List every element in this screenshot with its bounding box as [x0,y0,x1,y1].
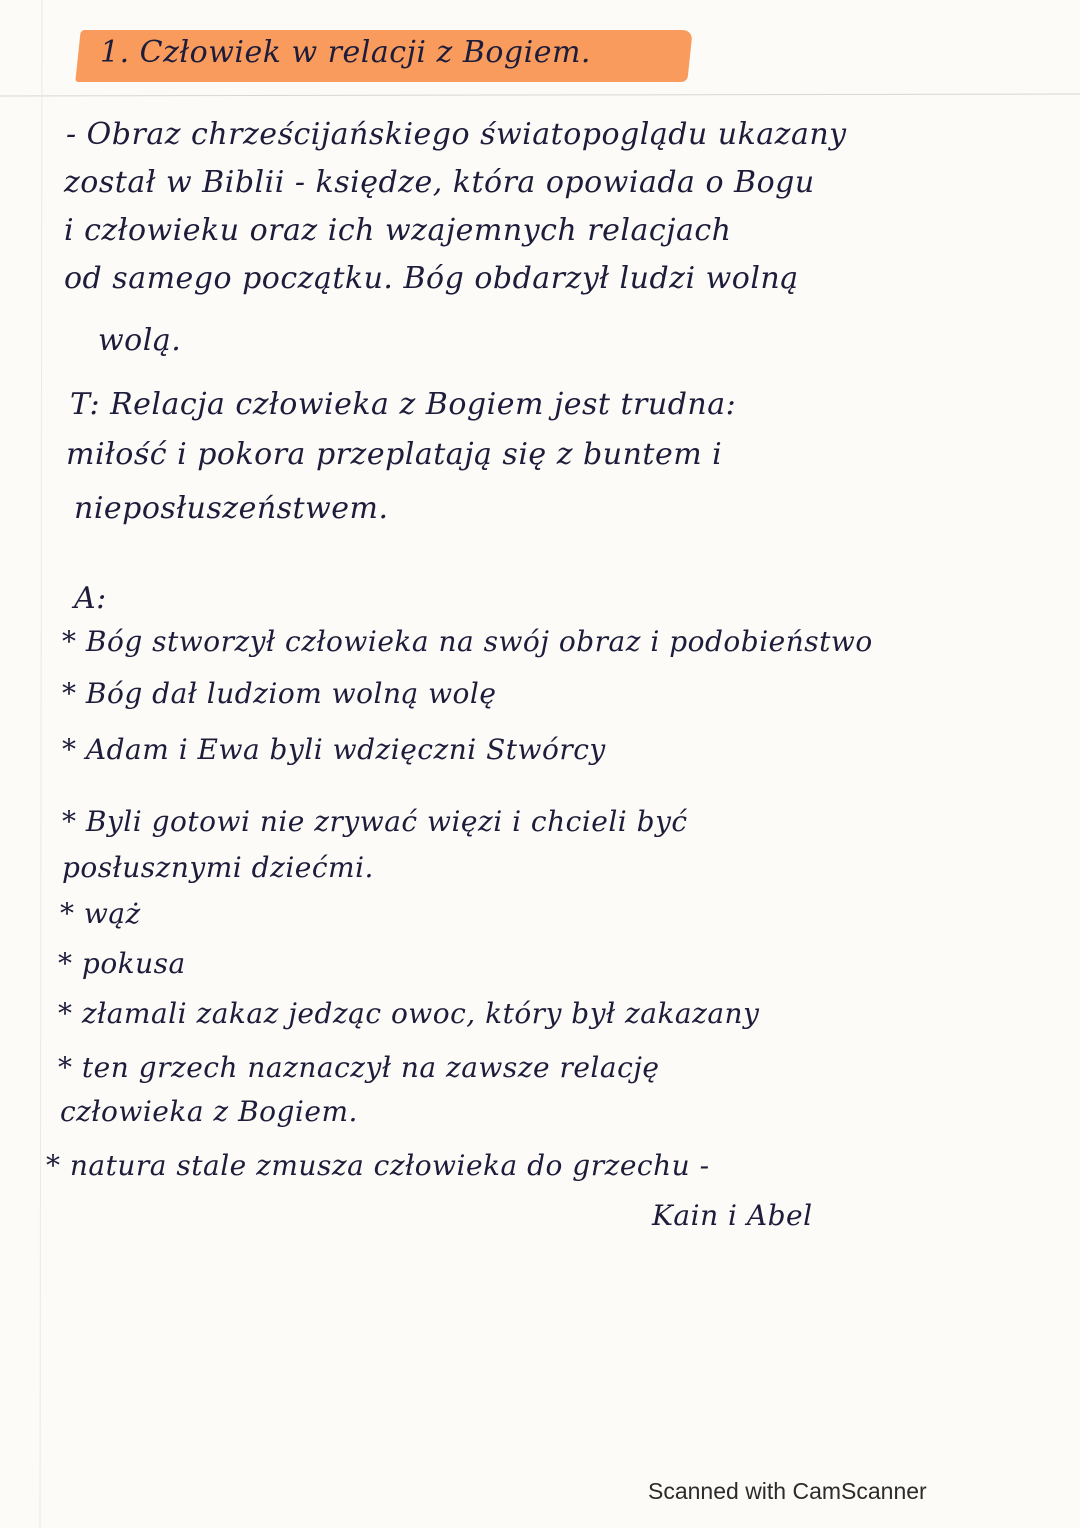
bullet-item: posłusznymi dziećmi. [62,851,374,884]
intro-line-5: wolą. [98,323,182,358]
bullet-item: * wąż [60,897,141,930]
thesis-line-1: T: Relacja człowieka z Bogiem jest trudna: [70,387,737,422]
bullet-item: * Byli gotowi nie zrywać więzi i chcieli być [62,805,688,838]
bullet-item: * Adam i Ewa byli wdzięczni Stwórcy [62,733,606,766]
bullet-item: * pokusa [58,947,186,980]
intro-line-1: - Obraz chrześcijańskiego światopoglądu ukazany [66,117,847,152]
arguments-label: A: [74,581,107,616]
intro-line-3: i człowieku oraz ich wzajemnych relacjach [64,213,732,248]
bullet-item: * Bóg dał ludziom wolną wolę [62,677,497,710]
bullet-item: człowieka z Bogiem. [60,1095,358,1128]
intro-line-2: został w Biblii - księdze, która opowiada o Bogu [64,165,815,200]
bullet-item: * natura stale zmusza człowieka do grzechu - [46,1149,710,1182]
intro-line-4: od samego początku. Bóg obdarzył ludzi wolną [64,261,799,296]
bullet-item: * ten grzech naznaczył na zawsze relację [58,1051,660,1084]
thesis-line-2: miłość i pokora przeplatają się z buntem i [66,437,723,472]
thesis-line-3: nieposłuszeństwem. [74,491,389,526]
bullet-item: Kain i Abel [652,1199,813,1232]
bullet-item: * złamali zakaz jedząc owoc, który był zakazany [58,997,760,1030]
bullet-item: * Bóg stworzył człowieka na swój obraz i podobieństwo [62,625,873,658]
scanner-watermark: Scanned with CamScanner [648,1478,927,1504]
note-title: 1. Człowiek w relacji z Bogiem. [100,35,591,70]
